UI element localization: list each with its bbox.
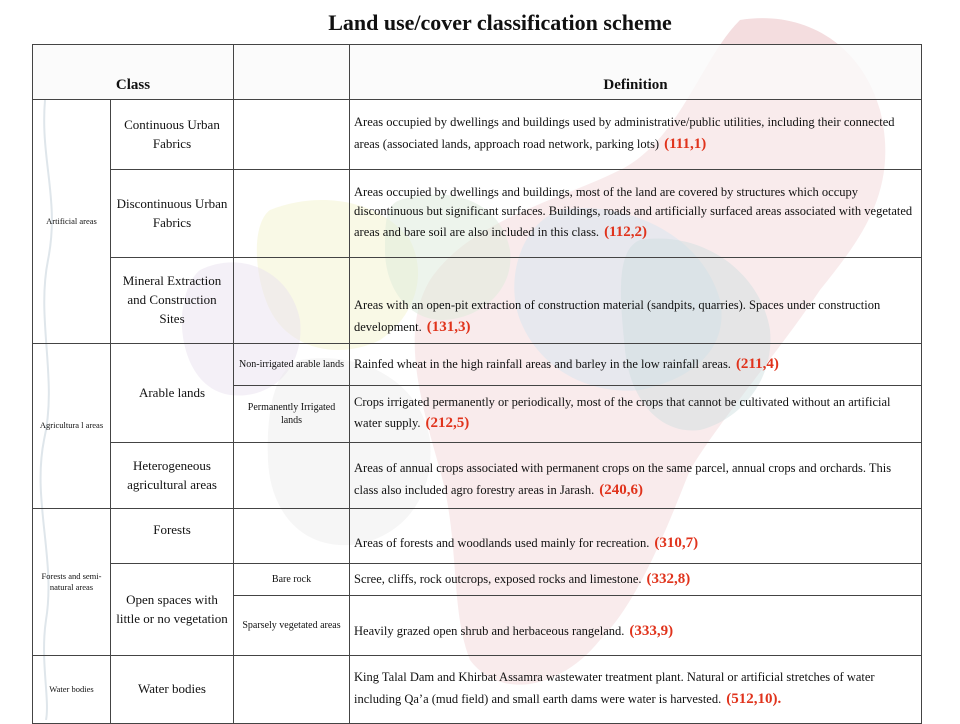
table-row — [33, 344, 922, 386]
class-cell: Open spaces with little or no vegetation — [111, 564, 234, 656]
class-cell: Heterogeneous agricultural areas — [111, 443, 234, 509]
definition-text: Areas with an open-pit extraction of construction material (sandpits, quarries). Spaces under construction development. — [354, 298, 881, 334]
definition-text: Areas of annual crops associated with permanent crops on the same parcel, annual crops and orchards. This class also included agro forestry areas in Jarash. — [354, 461, 892, 497]
class-cell: Continuous Urban Fabrics — [111, 100, 234, 170]
table-row — [33, 100, 922, 170]
definition-text: Areas occupied by dwellings and buildings, most of the land are covered by structures which occupy discontinuous but significant surfaces. Buildings, roads and artificially surfaced areas associated with vegetated areas and bare soil are also included in this class. — [354, 184, 913, 240]
class-code: (111,1) — [664, 135, 707, 152]
definition-text: Areas occupied by dwellings and buildings used by administrative/public utilities, including their connected areas (associated lands, approach road network, parking lots) — [354, 115, 895, 151]
page-title: Land use/cover classification scheme — [328, 10, 672, 35]
header-blank — [234, 45, 350, 100]
table-row — [33, 656, 922, 724]
class-cell: Water bodies — [111, 656, 234, 724]
subclass-cell: Bare rock — [234, 564, 350, 596]
definition-text: King Talal Dam and Khirbat Assamra wastewater treatment plant. Natural or artificial stretches of water including Qa’a (mud field) and small earth dams were water is harvested. — [354, 670, 875, 706]
definition-text: Rainfed wheat in the high rainfall areas and barley in the low rainfall areas. — [354, 356, 731, 371]
table-row — [33, 258, 922, 344]
subclass-cell: Non-irrigated arable lands — [234, 344, 350, 386]
definition-cell — [350, 344, 922, 386]
subclass-cell: Permanently Irrigated lands — [234, 386, 350, 443]
table-row — [33, 443, 922, 509]
class-code: (512,10). — [726, 690, 782, 707]
subclass-cell — [234, 656, 350, 724]
definition-cell — [350, 258, 922, 344]
class-code: (240,6) — [599, 481, 643, 498]
definition-text: Areas of forests and woodlands used mainly for recreation. — [354, 536, 650, 551]
class-cell: Forests — [111, 509, 234, 564]
subclass-cell — [234, 443, 350, 509]
main-class-cell: Forests and semi-natural areas — [33, 509, 111, 656]
subclass-cell — [234, 258, 350, 344]
definition-cell — [350, 170, 922, 258]
class-cell: Arable lands — [111, 344, 234, 443]
class-code: (212,5) — [425, 415, 470, 432]
main-class-cell: Water bodies — [33, 656, 111, 724]
definition-cell — [350, 656, 922, 724]
definition-cell — [350, 564, 922, 596]
table-row — [33, 509, 922, 564]
classification-table — [32, 44, 922, 724]
definition-cell — [350, 386, 922, 443]
definition-text: Heavily grazed open shrub and herbaceous rangeland. — [354, 623, 625, 638]
definition-cell — [350, 443, 922, 509]
table-header-row — [33, 45, 922, 100]
subclass-cell — [234, 100, 350, 170]
class-code: (310,7) — [654, 535, 699, 552]
class-code: (112,2) — [604, 224, 647, 241]
class-code: (211,4) — [735, 355, 779, 372]
definition-cell — [350, 100, 922, 170]
table-row — [33, 170, 922, 258]
definition-text: Crops irrigated permanently or periodically, most of the crops that cannot be cultivated without an artificial water supply. — [354, 394, 891, 431]
header-definition: Definition — [350, 45, 922, 100]
class-code: (333,9) — [629, 622, 674, 639]
table-row — [33, 564, 922, 596]
subclass-cell — [234, 170, 350, 258]
class-cell: Discontinuous Urban Fabrics — [111, 170, 234, 258]
header-class: Class — [33, 45, 234, 100]
definition-cell — [350, 596, 922, 656]
definition-text: Scree, cliffs, rock outcrops, exposed rocks and limestone. — [354, 571, 642, 586]
subclass-cell — [234, 509, 350, 564]
subclass-cell: Sparsely vegetated areas — [234, 596, 350, 656]
definition-cell — [350, 509, 922, 564]
main-class-cell: Agricultura l areas — [33, 344, 111, 509]
class-cell: Mineral Extraction and Construction Sites — [111, 258, 234, 344]
class-code: (332,8) — [646, 570, 691, 587]
main-class-cell: Artificial areas — [33, 100, 111, 344]
class-code: (131,3) — [426, 318, 471, 335]
